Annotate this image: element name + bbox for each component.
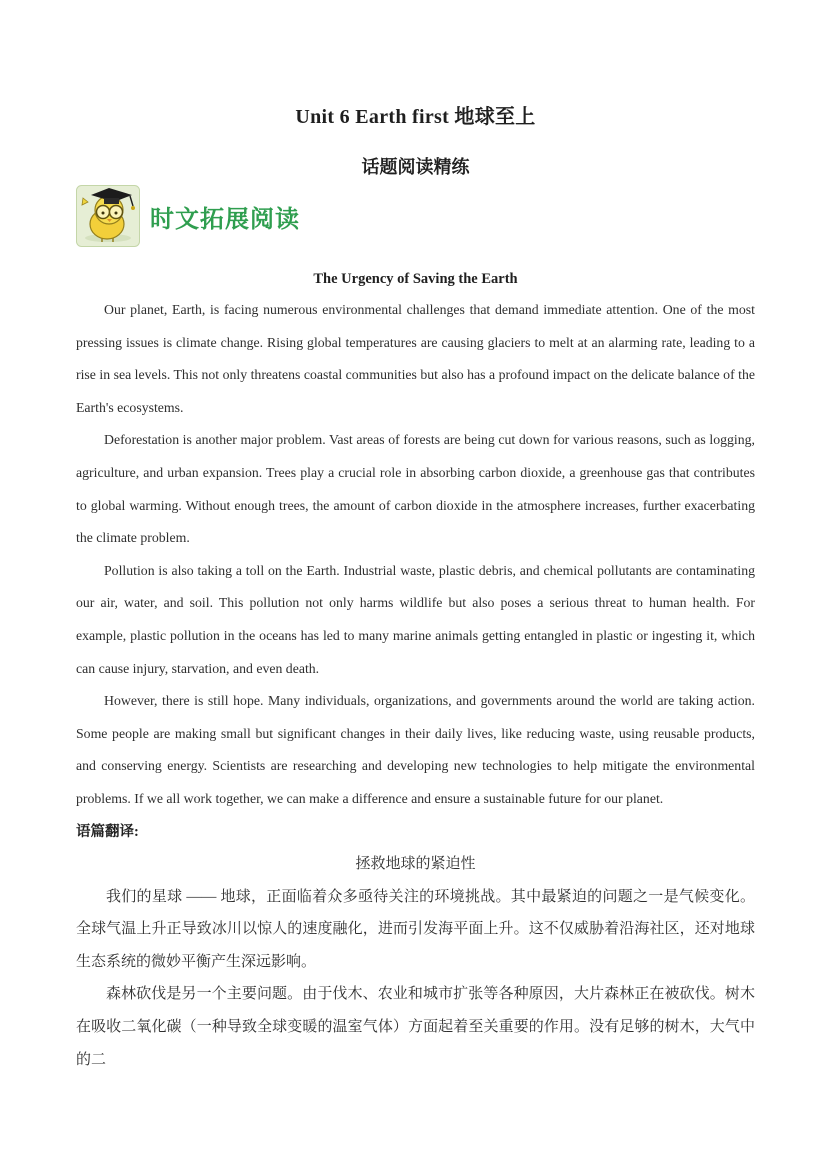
translation-label: 语篇翻译: — [76, 823, 139, 840]
article-paragraph-4: However, there is still hope. Many individuals, organizations, and governments around the world are taking action. Some people are making small but significant changes in their daily lives, like reducing waste, using reusable products, and conserving energy. Scientists are researching and developing new technologies to help mitigate the environmental problems. If we all work together, we can make a difference and ensure a sustainable future for our planet. — [76, 693, 755, 806]
section-subtitle: 话题阅读精练 — [361, 157, 470, 177]
article-paragraph-1: Our planet, Earth, is facing numerous environmental challenges that demand immediate attention. One of the most pressing issues is climate change. Rising global temperatures are causing glaciers to melt at an alarming rate, leading to a rise in sea levels. This not only threatens coastal communities but also has a profound impact on the delicate balance of the Earth's ecosystems. — [76, 302, 755, 415]
translation-paragraph-1: 我们的星球 —— 地球，正面临着众多亟待关注的环境挑战。其中最紧迫的问题之一是气候变化。全球气温上升正导致冰川以惊人的速度融化，进而引发海平面上升。这不仅威胁着沿海社区，还对地球生态系统的微妙平衡产生深远影响。 — [76, 888, 755, 970]
graduate-mascot-icon — [76, 185, 140, 247]
article-paragraph-2: Deforestation is another major problem. Vast areas of forests are being cut down for various reasons, such as logging, agriculture, and urban expansion. Trees play a crucial role in absorbing carbon dioxide, a greenhouse gas that contributes to global warming. Without enough trees, the amount of carbon dioxide in the atmosphere increases, further exacerbating the climate problem. — [76, 432, 755, 546]
translation-paragraph-2: 森林砍伐是另一个主要问题。由于伐木、农业和城市扩张等各种原因，大片森林正在被砍伐。树木在吸收二氧化碳（一种导致全球变暖的温室气体）方面起着至关重要的作用。没有足够的树木，大气中的二 — [76, 986, 755, 1068]
banner-label: 时文拓展阅读 — [150, 205, 300, 233]
translation-title: 拯救地球的紧迫性 — [355, 856, 476, 873]
unit-title: Unit 6 Earth first 地球至上 — [295, 106, 536, 128]
reading-banner — [76, 184, 755, 248]
article-paragraph-3: Pollution is also taking a toll on the Earth. Industrial waste, plastic debris, and chemical pollutants are contaminating our air, water, and soil. This pollution not only harms wildlife but also poses a serious threat to human health. For example, plastic pollution in the oceans has led to many marine animals getting entangled in plastic or ingesting it, which can cause injury, starvation, and even death. — [76, 562, 755, 676]
article-title: The Urgency of Saving the Earth — [313, 271, 518, 287]
